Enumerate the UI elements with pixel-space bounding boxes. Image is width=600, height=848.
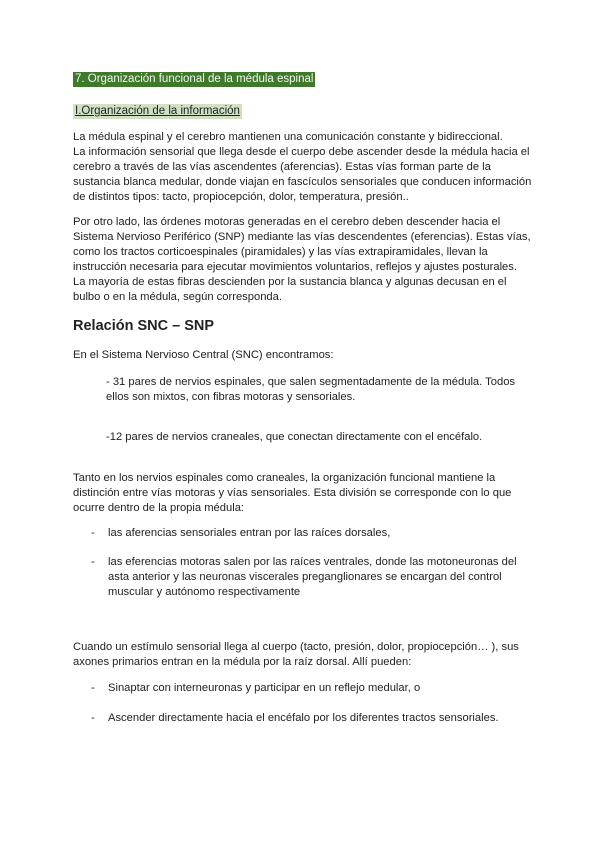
bullet-dash: - bbox=[91, 527, 95, 539]
bullet-dash: - bbox=[91, 556, 95, 568]
distinction-line: Tanto en los nervios espinales como craneales, la organización funcional mantiene la bbox=[73, 472, 496, 484]
intro-line: sustancia blanca medular, donde viajan en fascículos sensoriales que conducen información bbox=[73, 176, 532, 188]
distinction-line: ocurre dentro de la propia médula: bbox=[73, 502, 245, 514]
motor-line: Sistema Nervioso Periférico (SNP) mediante las vías descendentes (eferencias). Estas vías, bbox=[73, 231, 531, 243]
motor-line: Por otro lado, las órdenes motoras generadas en el cerebro deben descender hacia el bbox=[73, 216, 501, 228]
snc-intro: En el Sistema Nervioso Central (SNC) encontramos: bbox=[73, 349, 334, 361]
intro-line: cerebro a través de las vías ascendentes (aferencias). Estas vías forman parte de la bbox=[73, 161, 491, 173]
intro-line: La médula espinal y el cerebro mantienen una comunicación constante y bidireccional. bbox=[73, 131, 503, 143]
bullet-afferent: las aferencias sensoriales entran por las raíces dorsales, bbox=[108, 527, 391, 539]
bullet-dash: - bbox=[91, 682, 95, 694]
stimulus-line: Cuando un estímulo sensorial llega al cuerpo (tacto, presión, dolor, propiocepción… ), sus bbox=[73, 641, 519, 653]
motor-line: La mayoría de estas fibras descienden por la sustancia blanca y algunas decusan en el bbox=[73, 276, 507, 288]
bullet-synapse: Sinaptar con interneuronas y participar en un reflejo medular, o bbox=[108, 682, 421, 694]
motor-line: instrucción necesaria para ejecutar movimientos voluntarios, reflejos y ajustes posturales. bbox=[73, 261, 517, 273]
intro-line: La información sensorial que llega desde el cuerpo debe ascender desde la médula hacia el bbox=[73, 146, 530, 158]
bullet-efferent-line: muscular y autónomo respectivamente bbox=[108, 586, 301, 598]
bullet-dash: - bbox=[91, 712, 95, 724]
spinal-nerves-line: - 31 pares de nervios espinales, que salen segmentadamente de la médula. Todos bbox=[106, 376, 516, 388]
subsection-title: I.Organización de la información bbox=[75, 105, 240, 117]
spinal-nerves-line: ellos son mixtos, con fibras motoras y sensoriales. bbox=[106, 391, 356, 403]
bullet-efferent-line: las eferencias motoras salen por las raíces ventrales, donde las motoneuronas del bbox=[108, 556, 517, 568]
section-title: 7. Organización funcional de la médula espinal bbox=[75, 73, 314, 85]
motor-line: como los tractos corticoespinales (piramidales) y las vías extrapiramidales, llevan la bbox=[73, 246, 488, 258]
bullet-ascend: Ascender directamente hacia el encéfalo por los diferentes tractos sensoriales. bbox=[108, 712, 499, 724]
motor-line: bulbo o en la médula, según corresponda. bbox=[73, 291, 282, 303]
heading-relation: Relación SNC – SNP bbox=[73, 318, 215, 334]
distinction-line: distinción entre vías motoras y vías sensoriales. Esta división se corresponde con lo que bbox=[73, 487, 512, 499]
cranial-nerves-line: -12 pares de nervios craneales, que conectan directamente con el encéfalo. bbox=[106, 431, 483, 443]
intro-line: de distintos tipos: tacto, propiocepción, dolor, temperatura, presión.. bbox=[73, 191, 409, 203]
bullet-efferent-line: asta anterior y las neuronas viscerales preganglionares se encargan del control bbox=[108, 571, 502, 583]
stimulus-line: axones primarios entran en la médula por la raíz dorsal. Allí pueden: bbox=[73, 656, 412, 668]
